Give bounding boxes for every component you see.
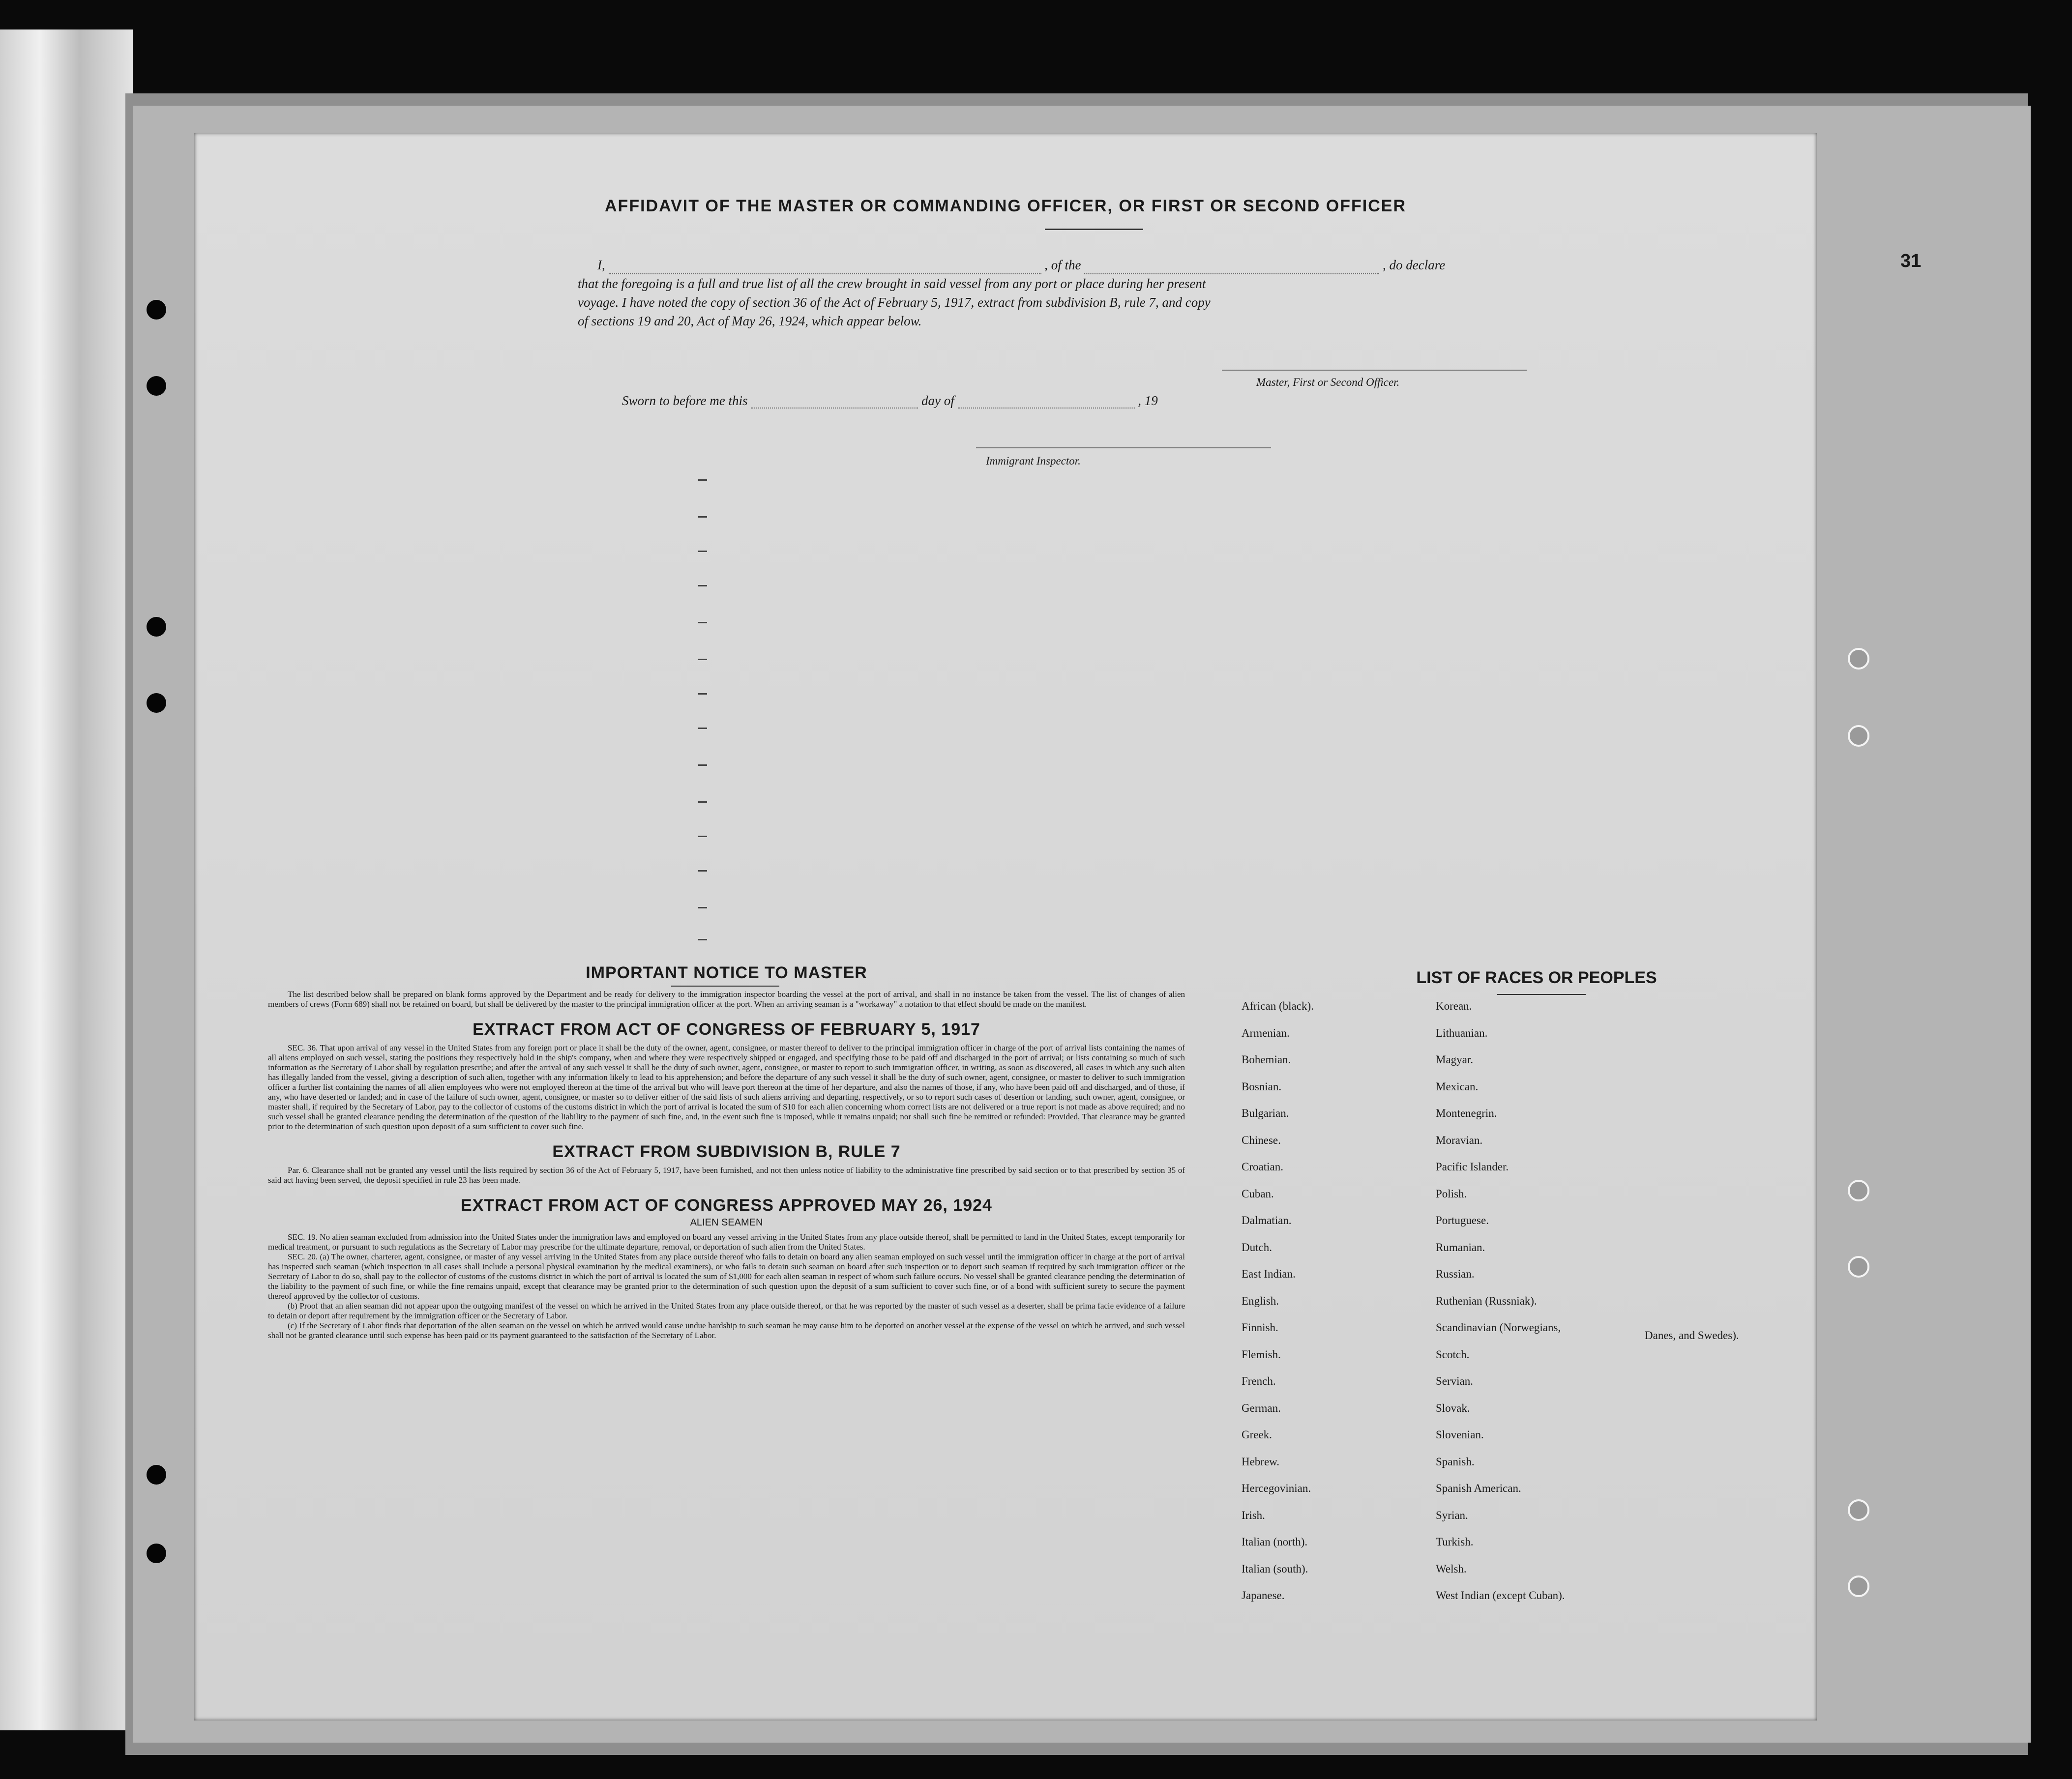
race-item: Chinese.: [1242, 1134, 1281, 1146]
race-item: English.: [1242, 1294, 1279, 1307]
act1924-subheading: ALIEN SEAMEN: [690, 1217, 763, 1228]
ring-hole: [1848, 1575, 1869, 1597]
declaration-line-3: voyage. I have noted the copy of section 36 of the Act of February 5, 1917, extract from subdivision B, rule 7, and copy: [578, 295, 1211, 310]
bleed-tick: [698, 764, 707, 766]
bleed-tick: [698, 939, 707, 940]
race-item: West Indian (except Cuban).: [1436, 1589, 1565, 1602]
ring-hole: [1848, 1256, 1869, 1278]
race-item: Armenian.: [1242, 1026, 1290, 1039]
declaration-i: I,: [597, 258, 605, 272]
race-item: Bohemian.: [1242, 1053, 1291, 1066]
bleed-tick: [698, 801, 707, 803]
punch-hole: [147, 376, 166, 396]
race-item: Bulgarian.: [1242, 1107, 1289, 1119]
declaration-line-1: [578, 256, 1718, 274]
races-rule: [1497, 994, 1586, 995]
act1924-heading: EXTRACT FROM ACT OF CONGRESS APPROVED MAY 26, 1924: [461, 1196, 992, 1215]
punch-hole: [147, 1544, 166, 1563]
sworn-text: Sworn to before me this: [622, 393, 748, 408]
race-item: African (black).: [1242, 1000, 1314, 1012]
race-item: Flemish.: [1242, 1348, 1281, 1361]
punch-hole: [147, 1465, 166, 1485]
declaration-declare: , do declare: [1383, 258, 1446, 272]
race-item: Spanish.: [1436, 1455, 1475, 1468]
bleed-tick: [698, 585, 707, 586]
race-item: Russian.: [1436, 1268, 1475, 1280]
punch-hole: [147, 693, 166, 713]
bleed-tick: [698, 728, 707, 729]
race-item: Lithuanian.: [1436, 1026, 1488, 1039]
race-item: Rumanian.: [1436, 1241, 1485, 1254]
notice-rule: [671, 986, 779, 987]
bleed-tick: [698, 836, 707, 837]
race-item: Pacific Islander.: [1436, 1161, 1509, 1173]
race-item: Finnish.: [1242, 1321, 1278, 1334]
race-item: French.: [1242, 1375, 1276, 1387]
race-item: Spanish American.: [1436, 1482, 1521, 1494]
year-text: , 19: [1138, 393, 1158, 408]
bleed-tick: [698, 479, 707, 481]
punch-hole: [147, 617, 166, 637]
race-item-continuation: Danes, and Swedes).: [1645, 1329, 1739, 1342]
rule7-text: Par. 6. Clearance shall not be granted any vessel until the lists required by section 36 of the Act of February 5, 1917, have been furnished, and not then unless notice of liability to the administrative fine prescribed by said section or to that prescribed by section 35 of said act having been served, the deposit specified in rule 23 has been made.: [268, 1166, 1185, 1185]
affidavit-page: [194, 133, 1922, 1721]
title-rule: [1045, 229, 1143, 230]
bleed-tick: [698, 659, 707, 660]
race-item: Mexican.: [1436, 1080, 1479, 1093]
race-item: Korean.: [1436, 1000, 1472, 1012]
race-item: Montenegrin.: [1436, 1107, 1497, 1119]
bleed-tick: [698, 551, 707, 552]
act1924-sec19: SEC. 19. No alien seaman excluded from admission into the United States under the immigration laws and employed on board any vessel arriving in the United States from any place outside thereof, shall be permitted to land in the United States, except temporarily for medical treatment, or pursuant to such regulations as the Secretary of Labor may prescribe for the ultimate departure, removal, or deportation of such alien from the United States.: [268, 1232, 1185, 1252]
inspector-caption: Immigrant Inspector.: [986, 455, 1081, 467]
race-item: Scotch.: [1436, 1348, 1470, 1361]
ring-hole: [1848, 1180, 1869, 1201]
race-item: Moravian.: [1436, 1134, 1483, 1146]
declaration-line-4: of sections 19 and 20, Act of May 26, 1924, which appear below.: [578, 314, 922, 328]
race-item: Polish.: [1436, 1187, 1467, 1200]
notice-text: The list described below shall be prepared on blank forms approved by the Department and be ready for delivery to the immigration inspector boarding the vessel at the port of arrival, and shall in no instance be taken from the vessel. The list of changes of alien members of crews (Form 689) shall not be retained on board, but shall be delivered by the master to the principal immigration officer at the port. When an arriving seaman is a "workaway" a notation to that effect should be made on the manifest.: [268, 990, 1185, 1009]
notice-heading: IMPORTANT NOTICE TO MASTER: [586, 963, 867, 982]
act1924-sec20a: SEC. 20. (a) The owner, charterer, agent, consignee, or master of any vessel arriving in the United States from any place outside thereof who fails to detain on board any alien seaman employed on such vessel until the immigration officer in charge at the port of arrival has inspected such seaman (which inspection in all cases shall include a personal physical examination by the medical examiners), or who fails to detain such seaman on board after such inspection or to deport such seaman if required by such immigration officer or the Secretary of Labor to do so, shall pay to the collector of customs of the customs district in which the port of arrival is located the sum of $1,000 for each alien seaman in respect of whom such failure occurs. No vessel shall be granted clearance pending the determination of the liability to the payment of such fine, or while the fine remains unpaid, except that clearance may be granted prior to the determination of such question upon the deposit of a sum sufficient to cover such fine, or of a bond with sufficient surety to secure the payment thereof approved by the collector of customs.: [268, 1252, 1185, 1301]
race-item: Irish.: [1242, 1509, 1265, 1521]
race-item: Syrian.: [1436, 1509, 1468, 1521]
race-item: Cuban.: [1242, 1187, 1274, 1200]
race-item: Ruthenian (Russniak).: [1436, 1294, 1537, 1307]
legal-notices: [268, 963, 1185, 1341]
ring-hole: [1848, 1499, 1869, 1521]
ring-hole: [1848, 648, 1869, 670]
bleed-tick: [698, 516, 707, 518]
declaration-of-the: , of the: [1044, 258, 1081, 272]
officer-signature-line: [1222, 370, 1527, 371]
race-item: East Indian.: [1242, 1268, 1296, 1280]
race-item: German.: [1242, 1401, 1281, 1414]
race-item: Magyar.: [1436, 1053, 1474, 1066]
act1917-text: SEC. 36. That upon arrival of any vessel in the United States from any foreign port or place it shall be the duty of the owner, agent, consignee, or master thereof to deliver to the principal immigration officer in charge of the port of arrival lists containing the names of all aliens employed on such vessel, stating the positions they respectively hold in the ship's company, when and where they were respectively shipped or engaged, and specifying those to be paid off and discharged in the port of arrival; or lists containing so much of such information as the Secretary of Labor shall by regulation prescribe; and after the arrival of any such vessel it shall be the duty of such owner, agent, consignee, or master to report to such immigration officer, in writing, as soon as discovered, all cases in which any such alien has illegally landed from the vessel, giving a description of such alien, together with any information likely to lead to his apprehension; and before the departure of any such vessel it shall be the duty of such owner, agent, consignee, or master to deliver to such immigration officer a further list containing the names of all alien employees who were not employed thereon at the time of the arrival but who will leave port thereon at the time of her departure, and also the names of those, if any, who have been paid off and discharged, and of those, if any, who have deserted or landed; and in case of the failure of such owner, agent, consignee, or master so to deliver either of the said lists of such aliens arriving and departing, respectively, or so to report such cases of desertion or landing, such owner, agent, consignee, or master shall, if required by the Secretary of Labor, pay to the collector of customs of the customs district in which the port of arrival is located the sum of $10 for each alien concerning whom correct lists are not delivered or a true report is not made as above required; and no such vessel shall be granted clearance pending the determination of the question of the liability to the payment of such fine, and, in the event such fine is imposed, while it remains unpaid; nor shall such fine be remitted or refunded: Provided, That clearance may be granted prior to the determination of such question upon deposit of a sum sufficient to cover such fine.: [268, 1043, 1185, 1131]
race-item: Hebrew.: [1242, 1455, 1280, 1468]
race-item: Servian.: [1436, 1375, 1474, 1387]
race-item: Scandinavian (Norwegians,: [1436, 1321, 1561, 1334]
race-item: Croatian.: [1242, 1161, 1283, 1173]
act1924-sec20b: (b) Proof that an alien seaman did not appear upon the outgoing manifest of the vessel on which he arrived in the United States from any place outside thereof, or that he was reported by the master of such vessel as a deserter, shall be prima facie evidence of a failure to detain or deport after requirement by the immigration officer or the Secretary of Labor.: [268, 1301, 1185, 1320]
races-heading: LIST OF RACES OR PEOPLES: [1416, 968, 1657, 987]
bleed-tick: [698, 907, 707, 908]
punch-hole: [147, 300, 166, 320]
act1924-sec20c: (c) If the Secretary of Labor finds that deportation of the alien seaman on the vessel on which he arrived would cause undue hardship to such seaman he may cause him to be deported on another vessel at the expense of the vessel on which he arrived, and such vessel shall not be granted clearance until such expense has been paid or its payment guaranteed to the satisfaction of the Secretary of Labor.: [268, 1321, 1185, 1340]
race-item: Hercegovinian.: [1242, 1482, 1311, 1494]
race-item: Italian (south).: [1242, 1562, 1308, 1575]
race-item: Greek.: [1242, 1429, 1272, 1441]
race-item: Italian (north).: [1242, 1536, 1308, 1548]
inspector-signature-line: [976, 447, 1271, 448]
officer-caption: Master, First or Second Officer.: [1256, 376, 1400, 388]
race-item: Welsh.: [1436, 1562, 1467, 1575]
race-item: Dalmatian.: [1242, 1214, 1292, 1226]
affidavit-declaration: [578, 256, 1718, 330]
declaration-line-2: that the foregoing is a full and true list of all the crew brought in said vessel from any port or place during her present: [578, 276, 1206, 291]
bleed-tick: [698, 622, 707, 623]
act1917-heading: EXTRACT FROM ACT OF CONGRESS OF FEBRUARY 5, 1917: [473, 1020, 980, 1039]
corner-number: 31: [1900, 251, 1922, 271]
affidavit-title: AFFIDAVIT OF THE MASTER OR COMMANDING OFFICER, OR FIRST OR SECOND OFFICER: [605, 197, 1406, 215]
race-item: Japanese.: [1242, 1589, 1285, 1602]
day-of-text: day of: [921, 393, 954, 408]
binder-spine: [0, 29, 133, 1730]
rule7-heading: EXTRACT FROM SUBDIVISION B, RULE 7: [552, 1142, 901, 1161]
race-item: Slovak.: [1436, 1401, 1470, 1414]
race-item: Dutch.: [1242, 1241, 1272, 1254]
race-item: Bosnian.: [1242, 1080, 1282, 1093]
race-item: Portuguese.: [1436, 1214, 1489, 1226]
race-item: Turkish.: [1436, 1536, 1474, 1548]
race-item: Slovenian.: [1436, 1429, 1484, 1441]
ring-hole: [1848, 725, 1869, 747]
bleed-tick: [698, 693, 707, 695]
sworn-line: [622, 393, 1158, 408]
bleed-tick: [698, 870, 707, 872]
